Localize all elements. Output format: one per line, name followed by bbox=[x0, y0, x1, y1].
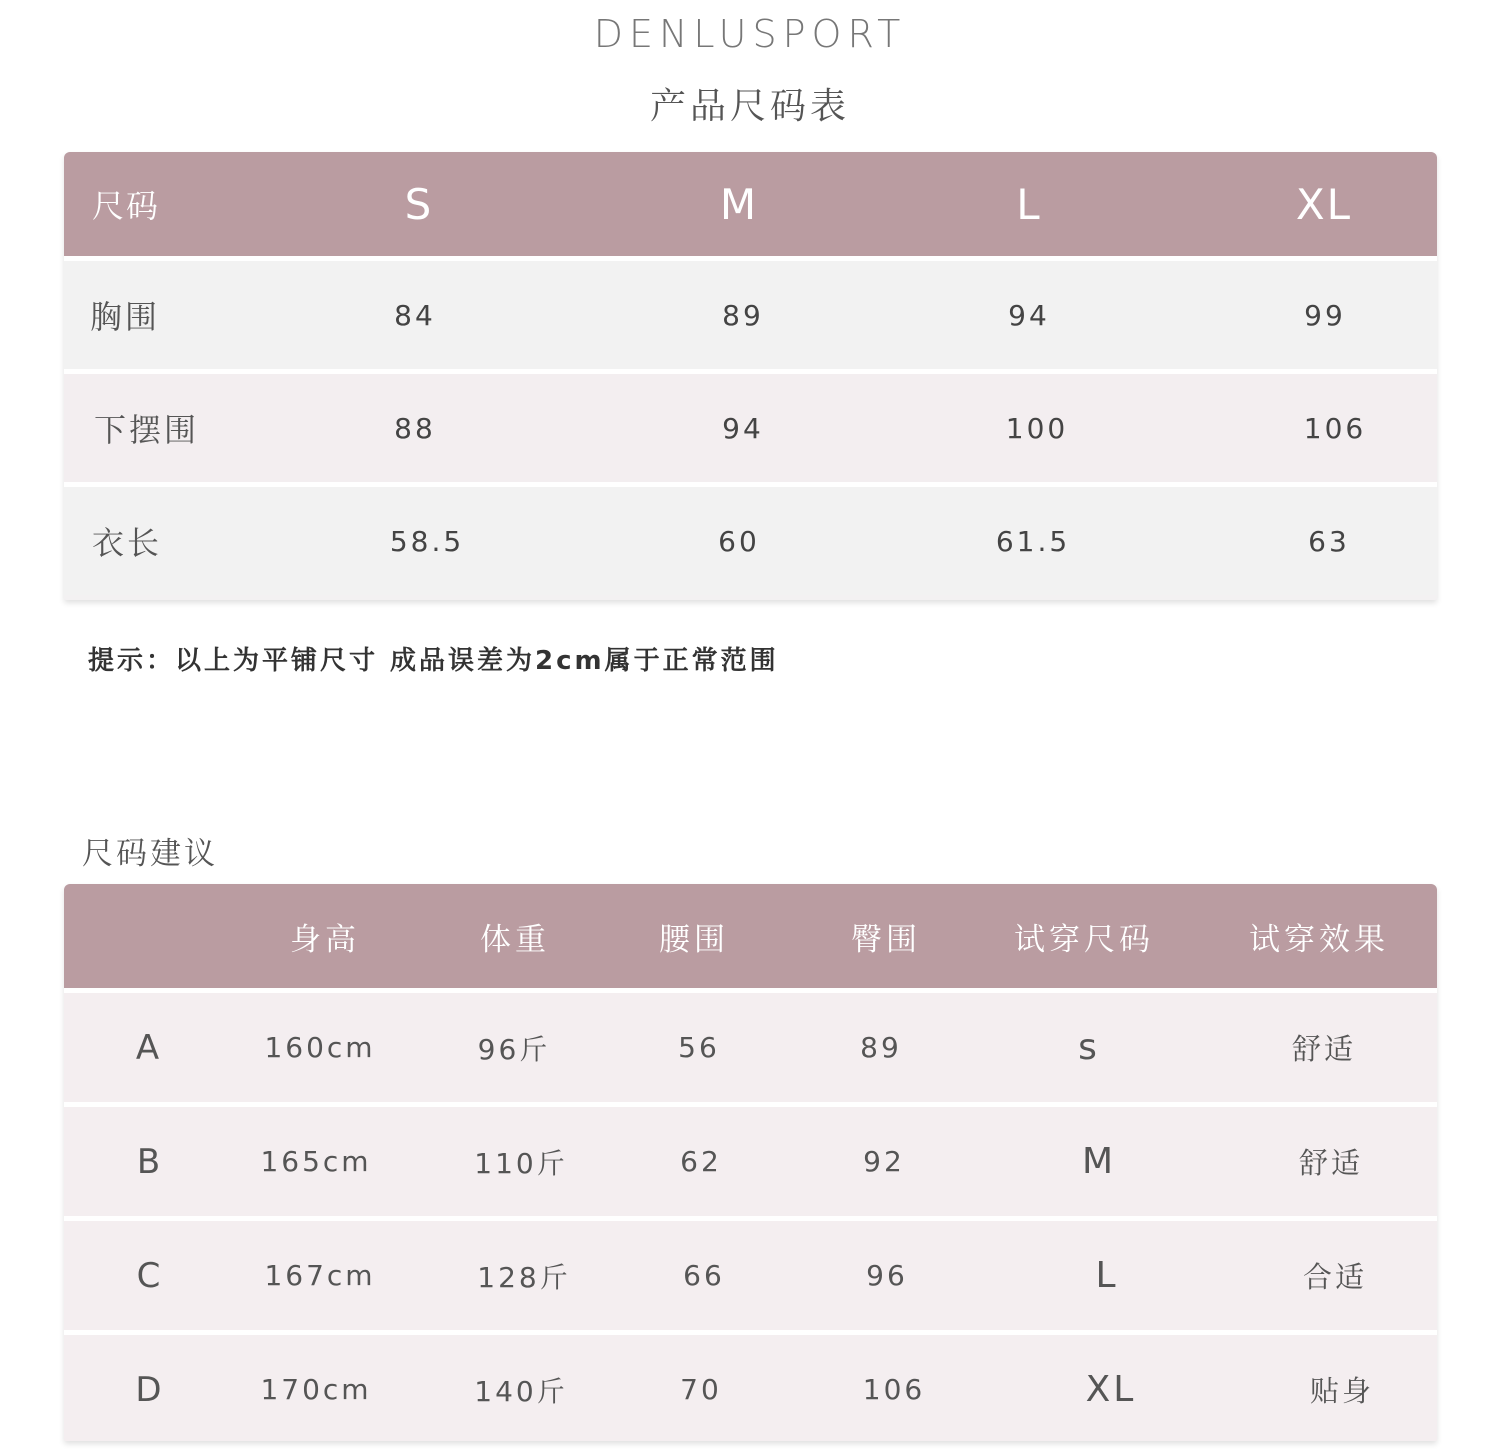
brand-logo: DENLUSPORT bbox=[593, 12, 907, 56]
table-row bbox=[64, 482, 1437, 595]
header-size-s: S bbox=[404, 179, 434, 229]
table-cell: 94 bbox=[722, 411, 764, 445]
header-weight: 体重 bbox=[480, 921, 550, 958]
table-cell: 106 bbox=[1303, 411, 1367, 445]
recommend-header bbox=[64, 884, 1437, 988]
header-size-l: L bbox=[1016, 179, 1042, 229]
size-chart-table bbox=[64, 152, 1437, 600]
table-cell: 58.5 bbox=[389, 524, 465, 558]
page-title: 产品尺码表 bbox=[649, 86, 850, 127]
table-row bbox=[64, 988, 1437, 1102]
section-title-recommend: 尺码建议 bbox=[82, 836, 218, 872]
cell-weight: 140斤 bbox=[474, 1374, 568, 1408]
cell-size: XL bbox=[1085, 1369, 1137, 1410]
table-cell: 89 bbox=[722, 298, 764, 332]
header-size-label: 尺码 bbox=[92, 187, 161, 225]
table-cell: 60 bbox=[718, 524, 760, 558]
cell-effect: 合适 bbox=[1302, 1260, 1367, 1294]
cell-waist: 70 bbox=[680, 1373, 722, 1406]
table-row bbox=[64, 256, 1437, 369]
size-chart-header bbox=[64, 152, 1437, 256]
row-label-length: 衣长 bbox=[92, 524, 163, 562]
header-tryon-size: 试穿尺码 bbox=[1014, 921, 1154, 958]
cell-size: M bbox=[1081, 1141, 1117, 1182]
cell-effect: 贴身 bbox=[1309, 1374, 1374, 1408]
header-waist: 腰围 bbox=[659, 921, 729, 958]
cell-weight: 110斤 bbox=[474, 1146, 568, 1180]
row-code: C bbox=[136, 1255, 164, 1296]
size-recommend-table bbox=[64, 884, 1437, 1441]
measurement-note: 提示：以上为平铺尺寸 成品误差为2cm属于正常范围 bbox=[88, 646, 779, 676]
cell-height: 170cm bbox=[260, 1373, 372, 1406]
row-code: D bbox=[135, 1369, 165, 1410]
table-row bbox=[64, 1216, 1437, 1330]
row-code: A bbox=[135, 1027, 163, 1068]
cell-size: L bbox=[1095, 1255, 1119, 1296]
table-row bbox=[64, 369, 1437, 482]
row-label-hem: 下摆围 bbox=[94, 411, 200, 449]
cell-hip: 89 bbox=[860, 1031, 902, 1064]
cell-height: 165cm bbox=[260, 1145, 372, 1178]
cell-size: s bbox=[1078, 1027, 1100, 1068]
cell-hip: 96 bbox=[866, 1259, 908, 1292]
cell-effect: 舒适 bbox=[1298, 1146, 1363, 1180]
header-tryon-effect: 试穿效果 bbox=[1249, 921, 1389, 958]
cell-weight: 128斤 bbox=[477, 1260, 571, 1294]
header-height: 身高 bbox=[290, 921, 360, 958]
cell-hip: 106 bbox=[862, 1373, 926, 1406]
table-cell: 84 bbox=[394, 298, 436, 332]
table-row bbox=[64, 1102, 1437, 1216]
header-hip: 臀围 bbox=[851, 921, 921, 958]
table-cell: 94 bbox=[1008, 298, 1050, 332]
cell-height: 167cm bbox=[264, 1259, 376, 1292]
cell-weight: 96斤 bbox=[477, 1032, 551, 1066]
table-cell: 88 bbox=[394, 411, 436, 445]
row-code: B bbox=[136, 1141, 164, 1182]
cell-effect: 舒适 bbox=[1291, 1032, 1356, 1066]
cell-hip: 92 bbox=[863, 1145, 905, 1178]
header-size-xl: XL bbox=[1295, 179, 1353, 229]
cell-waist: 66 bbox=[683, 1259, 725, 1292]
table-cell: 99 bbox=[1304, 298, 1346, 332]
header-size-m: M bbox=[719, 179, 759, 229]
table-cell: 63 bbox=[1308, 524, 1350, 558]
cell-waist: 56 bbox=[678, 1031, 720, 1064]
table-row bbox=[64, 1330, 1437, 1441]
cell-waist: 62 bbox=[680, 1145, 722, 1178]
table-cell: 100 bbox=[1005, 411, 1069, 445]
table-cell: 61.5 bbox=[995, 524, 1071, 558]
cell-height: 160cm bbox=[264, 1031, 376, 1064]
row-label-chest: 胸围 bbox=[90, 298, 161, 336]
